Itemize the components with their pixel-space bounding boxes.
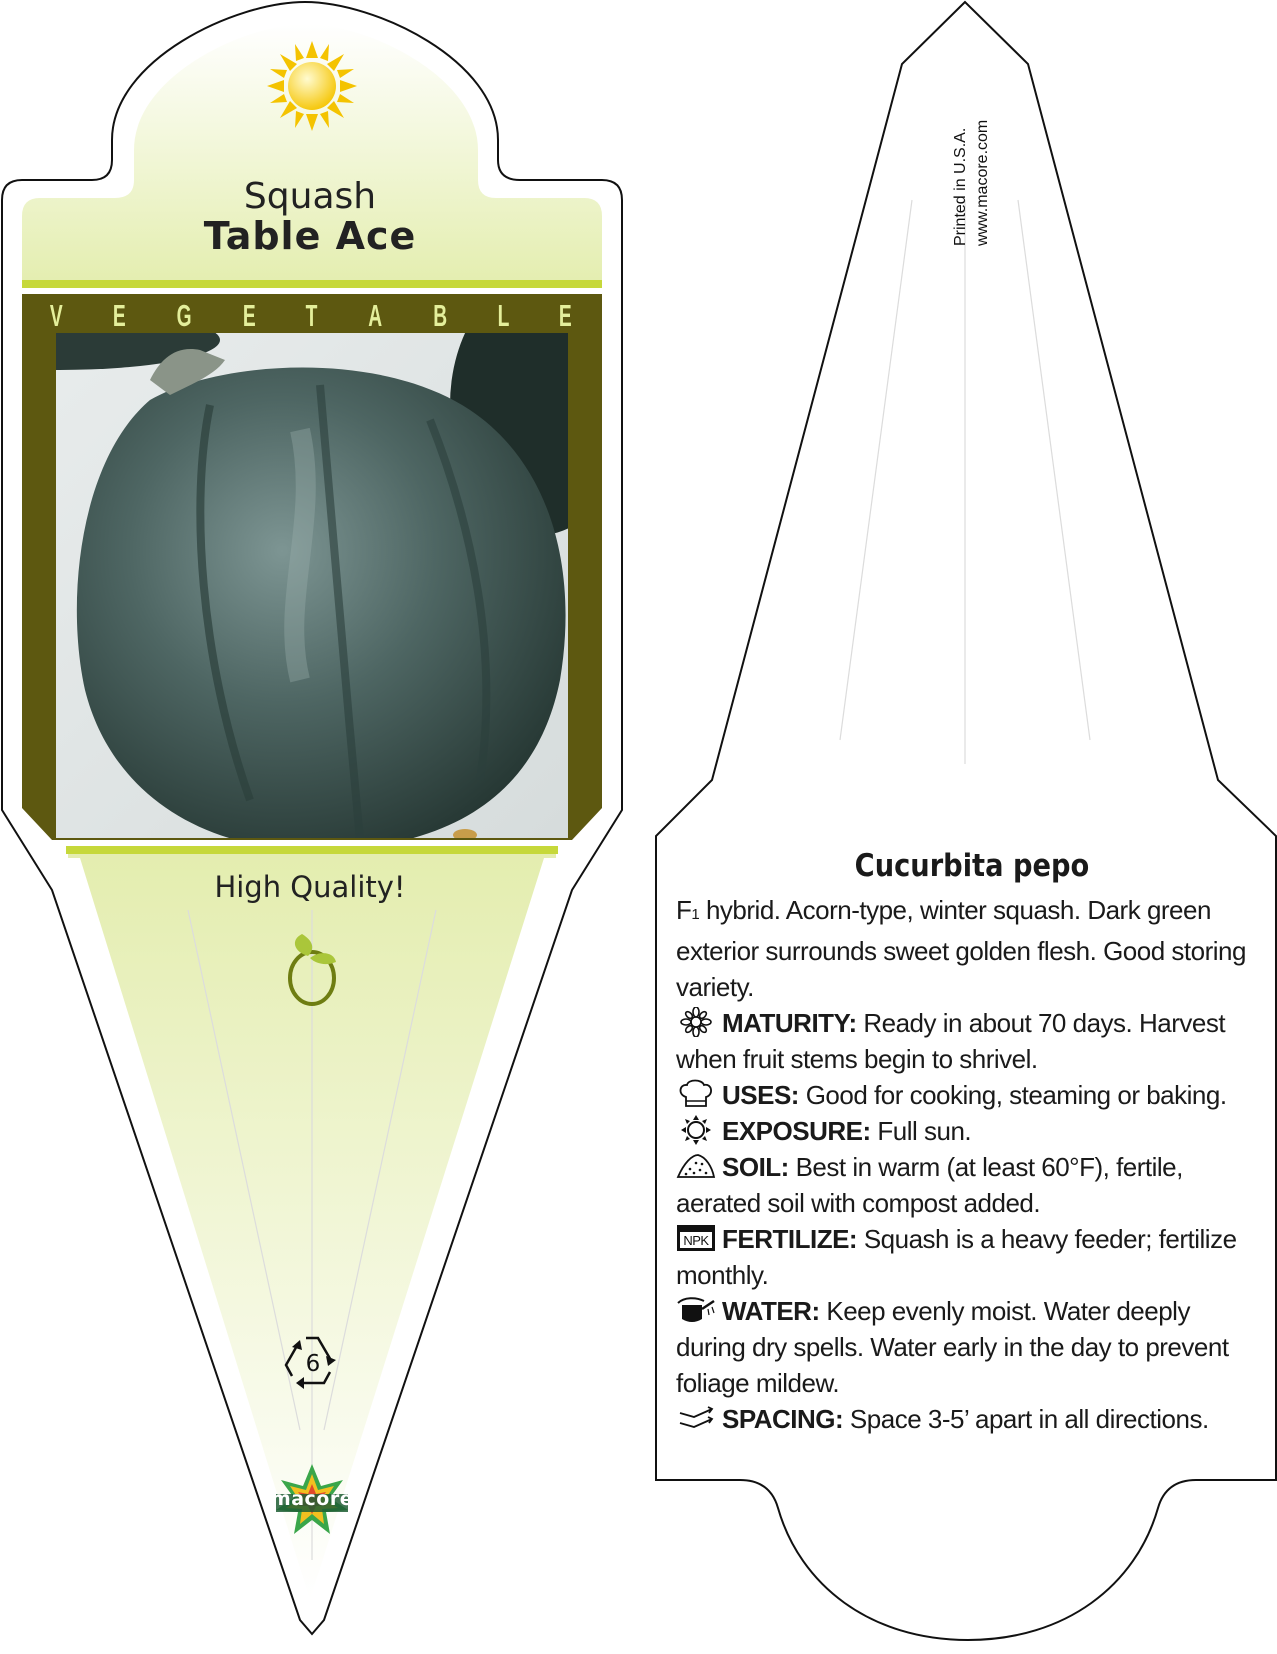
care-text: Keep evenly moist. Water deeply during dry spells. Water early in the day to prevent foliage mildew. [676, 1296, 1229, 1398]
care-soil [676, 1149, 1254, 1221]
care-label: SPACING: [722, 1404, 844, 1434]
category-letter: T [305, 298, 318, 333]
category-letter: E [559, 298, 572, 333]
care-text: Squash is a heavy feeder; fertilize monthly. [676, 1224, 1237, 1290]
tagline: High Quality! [214, 870, 406, 904]
species-name: Cucurbita pepo [854, 848, 1090, 884]
care-text: Best in warm (at least 60°F), fertile, aerated soil with compost added. [676, 1152, 1183, 1218]
soil-icon [676, 1151, 716, 1181]
recycle-number: 6 [305, 1351, 321, 1377]
care-uses [676, 1077, 1254, 1113]
care-text: Space 3-5’ apart in all directions. [843, 1404, 1209, 1434]
printed-in-line: Printed in U.S.A. [952, 127, 969, 246]
hybrid-subscript: 1 [691, 906, 700, 923]
category-letter: B [433, 298, 447, 333]
hybrid-f: F [676, 895, 692, 925]
care-fertilize [676, 1221, 1254, 1293]
category-letter: E [113, 298, 126, 333]
spacing-arrows-icon [676, 1403, 716, 1433]
flower-icon [676, 1007, 716, 1037]
npk-text: NPK [683, 1233, 709, 1248]
care-label: EXPOSURE: [722, 1116, 871, 1146]
care-exposure [676, 1113, 1254, 1149]
category-label [46, 298, 576, 332]
watering-can-icon [676, 1295, 716, 1325]
printed-info [950, 46, 990, 246]
npk-icon [676, 1223, 716, 1253]
category-letter: L [497, 298, 510, 333]
care-label: USES: [722, 1080, 799, 1110]
category-letter: V [49, 298, 63, 333]
description-text: hybrid. Acorn-type, winter squash. Dark green exterior surrounds sweet golden flesh. Good storing variety. [676, 895, 1246, 1002]
chef-hat-icon [676, 1079, 716, 1109]
common-name: Squash [243, 176, 377, 217]
brand-logo-text: macore [270, 1488, 354, 1510]
care-text: Ready in about 70 days. Harvest when fruit stems begin to shrivel. [676, 1008, 1226, 1074]
website-line: www.macore.com [974, 119, 991, 246]
category-letter: A [368, 298, 382, 333]
category-letter: G [177, 298, 193, 333]
care-spacing [676, 1401, 1254, 1437]
description [676, 892, 1254, 1005]
sun-icon [267, 41, 357, 131]
care-label: SOIL: [722, 1152, 789, 1182]
care-maturity [676, 1005, 1254, 1077]
care-label: MATURITY: [722, 1008, 857, 1038]
care-label: FERTILIZE: [722, 1224, 858, 1254]
care-text: Good for cooking, steaming or baking. [798, 1080, 1227, 1110]
variety-name: Table Ace [203, 214, 417, 258]
care-panel [676, 848, 1254, 1437]
care-label: WATER: [722, 1296, 820, 1326]
category-letter: E [243, 298, 256, 333]
care-text: Full sun. [870, 1116, 972, 1146]
sun-outline-icon [676, 1115, 716, 1145]
care-water [676, 1293, 1254, 1401]
